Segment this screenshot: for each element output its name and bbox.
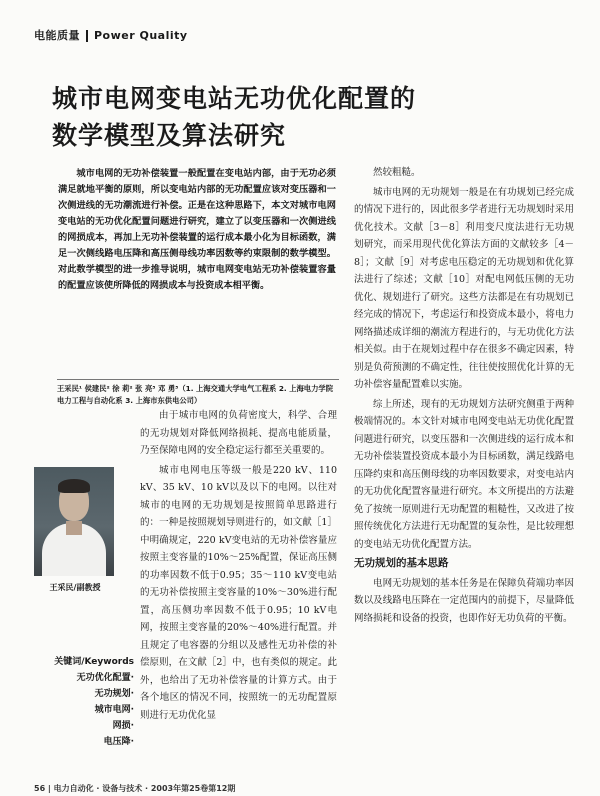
paragraph: 城市电网电压等级一般是220 kV、110 kV、35 kV、10 kV以及以下的电网。以往对城市的电网的无功规划是按照简单思路进行的：一种是按照规划导则进行的，如文献［1］中明确规定，220 kV变电站的无功补偿容量应按照主变容量的10%～25%配置，保证高压侧的功率因数不低于0.95；35～110 kV变电站的无功补偿按照主变容量的10%～30%进行配置，高压侧功率因数不低于0.95；10 kV电网，按照主变容量的20%～40%进行配置。并且规定了电容器的分组以及感性无功补偿的补偿原则，在文献［2］中，也有类似的规定。此外，也给出了无功补偿容量的计算方式。由于各个地区的情况不同，按照统一的无功配置原则进行无功优化显: [140, 464, 337, 721]
running-header: [34, 27, 188, 43]
title-line-2: 数学模型及算法研究: [52, 121, 287, 150]
header-section: 电能质量: [34, 29, 80, 42]
body-column-middle: [140, 407, 337, 726]
paragraph: 然较粗糙。: [373, 167, 421, 178]
article-title: [52, 80, 572, 154]
page-footer: 56 | 电力自动化 · 设备与技术 · 2003年第25卷第12期: [34, 784, 236, 793]
abstract: 城市电网的无功补偿装置一般配置在变电站内部，由于无功必须满足就地平衡的原则，所以变电站内部的无功配置应该对变压器和一次侧进线的无功潮流进行补偿。正是在这种思路下，本文对城市电网变电站的无功优化配置问题进行研究，建立了以变压器和一次侧进线的网损成本，再加上无功补偿装置的运行成本最小化为目标函数，满足一次侧线路电压降和高压侧母线功率因数等约束限制的数学模型。对此数学模型的进一步推导说明，城市电网变电站无功补偿装置容量的配置应该使所降低的网损成本与投资成本相平衡。: [58, 168, 336, 291]
paragraph: 城市电网的无功规划一般是在有功规划已经完成的情况下进行的，因此很多学者进行无功规划时采用优化技术。文献［3－8］利用变尺度法进行无功规划研究，而采用现代优化算法方面的文献较多［4－8］；文献［9］对考虑电压稳定的无功规划和优化算法进行了综述；文献［10］对配电网低压侧的无功优化、规划进行了研究。这些方法都是在有功规划已经完成的情况下，考虑运行和投资成本最小，将电力网络描述成详细的潮流方程进行的，与无功优化方法相关似。由于在规划过程中存在很多不确定因素，特别是负荷预测的不确定性，往往使按照优化计算的无功补偿容量配置难以实施。: [354, 186, 574, 390]
section-heading: 无功规划的基本思路: [354, 557, 449, 569]
body-column-right: [354, 164, 574, 629]
keyword-item: 无功优化配置·: [76, 673, 134, 683]
title-line-1: 城市电网变电站无功优化配置的: [52, 84, 417, 113]
keyword-item: 城市电网·: [94, 705, 134, 715]
keyword-item: 网损·: [112, 721, 134, 731]
author-photo: [34, 467, 114, 576]
paragraph: 电网无功规划的基本任务是在保障负荷端功率因数以及线路电压降在一定范围内的前提下，尽量降低网络损耗和设备的投资，也即作好无功负荷的平衡。: [354, 577, 574, 624]
author-line: 王采民¹ 侯建民² 徐 莉² 张 亮³ 邓 勇³（1. 上海交通大学电气工程系 2. 上海电力学院电力工程与自动化系 3. 上海市东供电公司）: [57, 384, 333, 405]
keyword-item: 电压降·: [103, 737, 134, 747]
photo-caption: 王采民/副教授: [49, 583, 101, 592]
paragraph: 由于城市电网的负荷密度大，科学、合理的无功规划对降低网络损耗、提高电能质量，乃至保障电网的安全稳定运行都至关重要的。: [140, 410, 337, 456]
paragraph: 综上所述，现有的无功规划方法研究侧重于两种极端情况的。本文针对城市电网变电站无功优化配置问题进行研究，以变压器和一次侧进线的运行成本和无功补偿装置投资成本最小为目标函数，满足线路电压降约束和高压侧母线的功率因数要求，对变电站内的无功优化配置容量进行研究。本文所提出的方法避免了按统一原则进行无功配置的粗糙性，又改进了按照传统优化方法进行无功配置的复杂性，是比较理想的变电站无功优化配置方法。: [354, 398, 574, 550]
header-section-en: Power Quality: [94, 29, 188, 42]
keyword-item: 无功规划·: [94, 689, 134, 699]
photo-hair: [58, 479, 90, 493]
author-affiliations: [57, 379, 339, 407]
keywords-block: [54, 654, 134, 750]
header-divider: [86, 30, 88, 42]
keywords-label: 关键词/Keywords: [54, 657, 134, 667]
photo-neck: [66, 521, 82, 535]
